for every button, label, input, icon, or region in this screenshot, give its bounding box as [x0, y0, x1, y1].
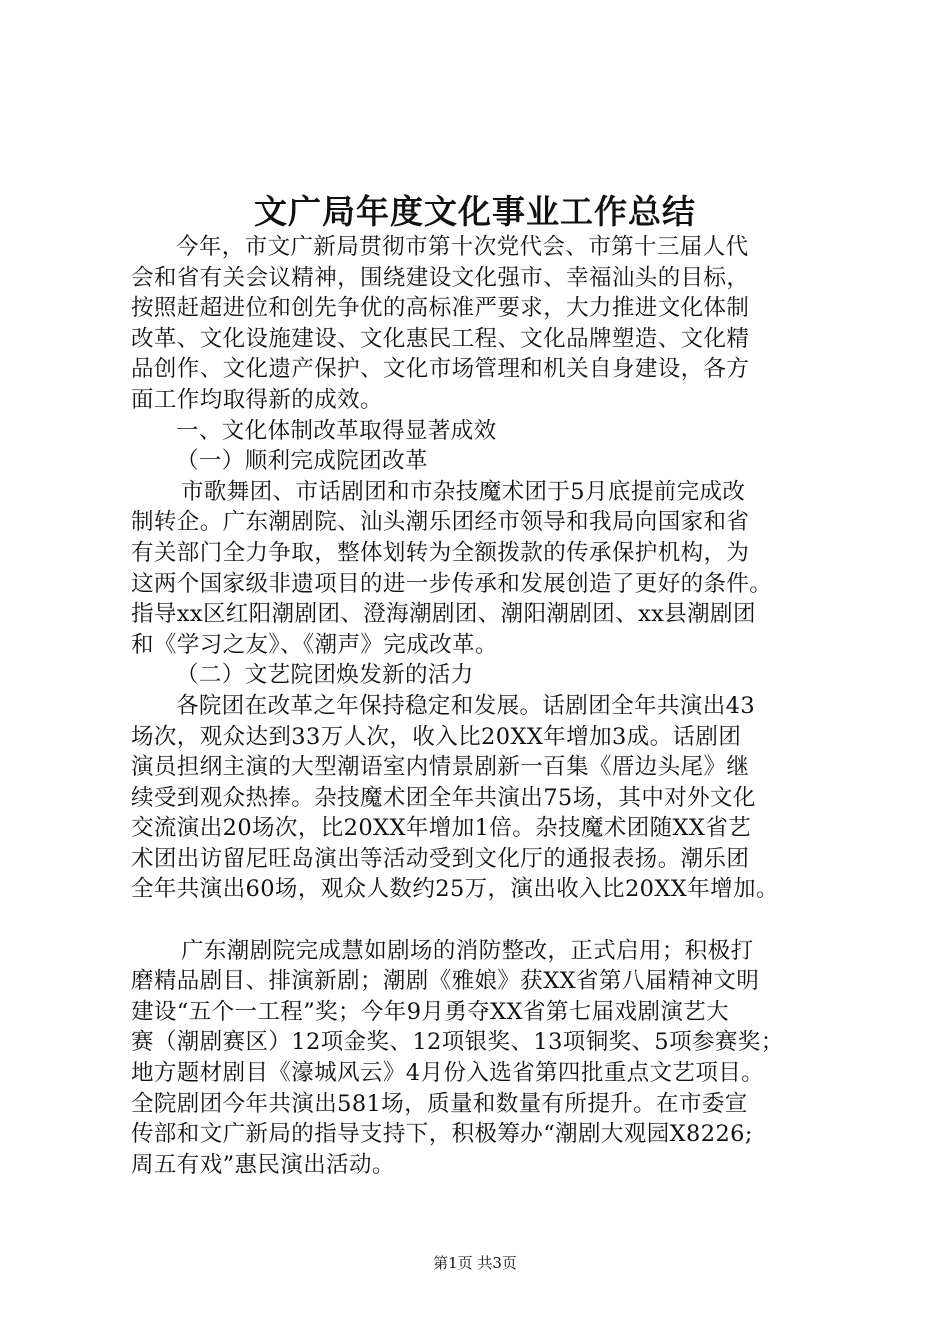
paragraph-line: 制转企。广东潮剧院、汕头潮乐团经市领导和我局向国家和省: [131, 509, 750, 536]
paragraph-line: 交流演出20场次，比20XX年增加1倍。杂技魔术团随XX省艺: [131, 815, 752, 842]
paragraph-line: 指导xx区红阳潮剧团、澄海潮剧团、潮阳潮剧团、xx县潮剧团: [131, 601, 756, 628]
paragraph-line: 术团出访留尼旺岛演出等活动受到文化厅的通报表扬。潮乐团: [131, 845, 750, 872]
paragraph-line: 演员担纲主演的大型潮语室内情景剧新一百集《厝边头尾》继: [131, 754, 750, 781]
paragraph-line: 各院团在改革之年保持稳定和发展。话剧团全年共演出43: [176, 692, 756, 719]
page-number-footer: 第1页 共3页: [433, 1254, 517, 1272]
paragraph-line: 面工作均取得新的成效。: [131, 386, 383, 413]
document-title: 文广局年度文化事业工作总结: [254, 192, 696, 231]
paragraph-line: 传部和文广新局的指导支持下，积极筹办“潮剧大观园X8226;: [131, 1121, 753, 1148]
paragraph-line: 会和省有关会议精神，围绕建设文化强市、幸福汕头的目标，: [131, 264, 750, 291]
paragraph-line: 有关部门全力争取，整体划转为全额拨款的传承保护机构，为: [131, 539, 750, 566]
subsection-heading: （一）顺利完成院团改革: [176, 448, 428, 475]
paragraph-line: 这两个国家级非遗项目的进一步传承和发展创造了更好的条件。: [131, 570, 773, 597]
paragraph-line: 广东潮剧院完成慧如剧场的消防整改，正式启用；积极打: [181, 937, 754, 964]
paragraph-line: 今年，市文广新局贯彻市第十次党代会、市第十三届人代: [176, 234, 749, 260]
paragraph-line: 磨精品剧目、排演新剧；潮剧《雅娘》获XX省第八届精神文明: [131, 968, 760, 995]
paragraph-gap: [131, 905, 831, 936]
paragraph-line: 续受到观众热捧。杂技魔术团全年共演出75场，其中对外文化: [131, 784, 756, 811]
paragraph-line: 全院剧团今年共演出581场，质量和数量有所提升。在市委宣: [131, 1090, 748, 1117]
section-heading: 一、文化体制改革取得显著成效: [176, 417, 497, 444]
paragraph-line: 市歌舞团、市话剧团和市杂技魔术团于5月底提前完成改: [181, 478, 746, 505]
paragraph-line: 周五有戏”惠民演出活动。: [131, 1151, 395, 1178]
paragraph-line: 按照赶超进位和创先争优的高标准严要求，大力推进文化体制: [131, 295, 750, 322]
paragraph-line: 赛（潮剧赛区）12项金奖、12项银奖、13项铜奖、5项参赛奖；: [131, 1029, 784, 1056]
document-body: [131, 232, 831, 1180]
paragraph-line: 建设“五个一工程”奖；今年9月勇夺XX省第七届戏剧演艺大: [131, 998, 730, 1025]
paragraph-line: 地方题材剧目《濠城风云》4月份入选省第四批重点文艺项目。: [131, 1060, 765, 1087]
subsection-heading: （二）文艺院团焕发新的活力: [176, 662, 474, 689]
paragraph-line: 全年共演出60场，观众人数约25万，演出收入比20XX年增加。: [131, 876, 779, 903]
paragraph-line: 和《学习之友》、《潮声》完成改革。: [131, 631, 498, 658]
paragraph-line: 场次，观众达到33万人次，收入比20XX年增加3成。话剧团: [131, 723, 742, 750]
paragraph-line: 品创作、文化遗产保护、文化市场管理和机关自身建设，各方: [131, 356, 750, 383]
paragraph-line: 改革、文化设施建设、文化惠民工程、文化品牌塑造、文化精: [131, 325, 750, 352]
